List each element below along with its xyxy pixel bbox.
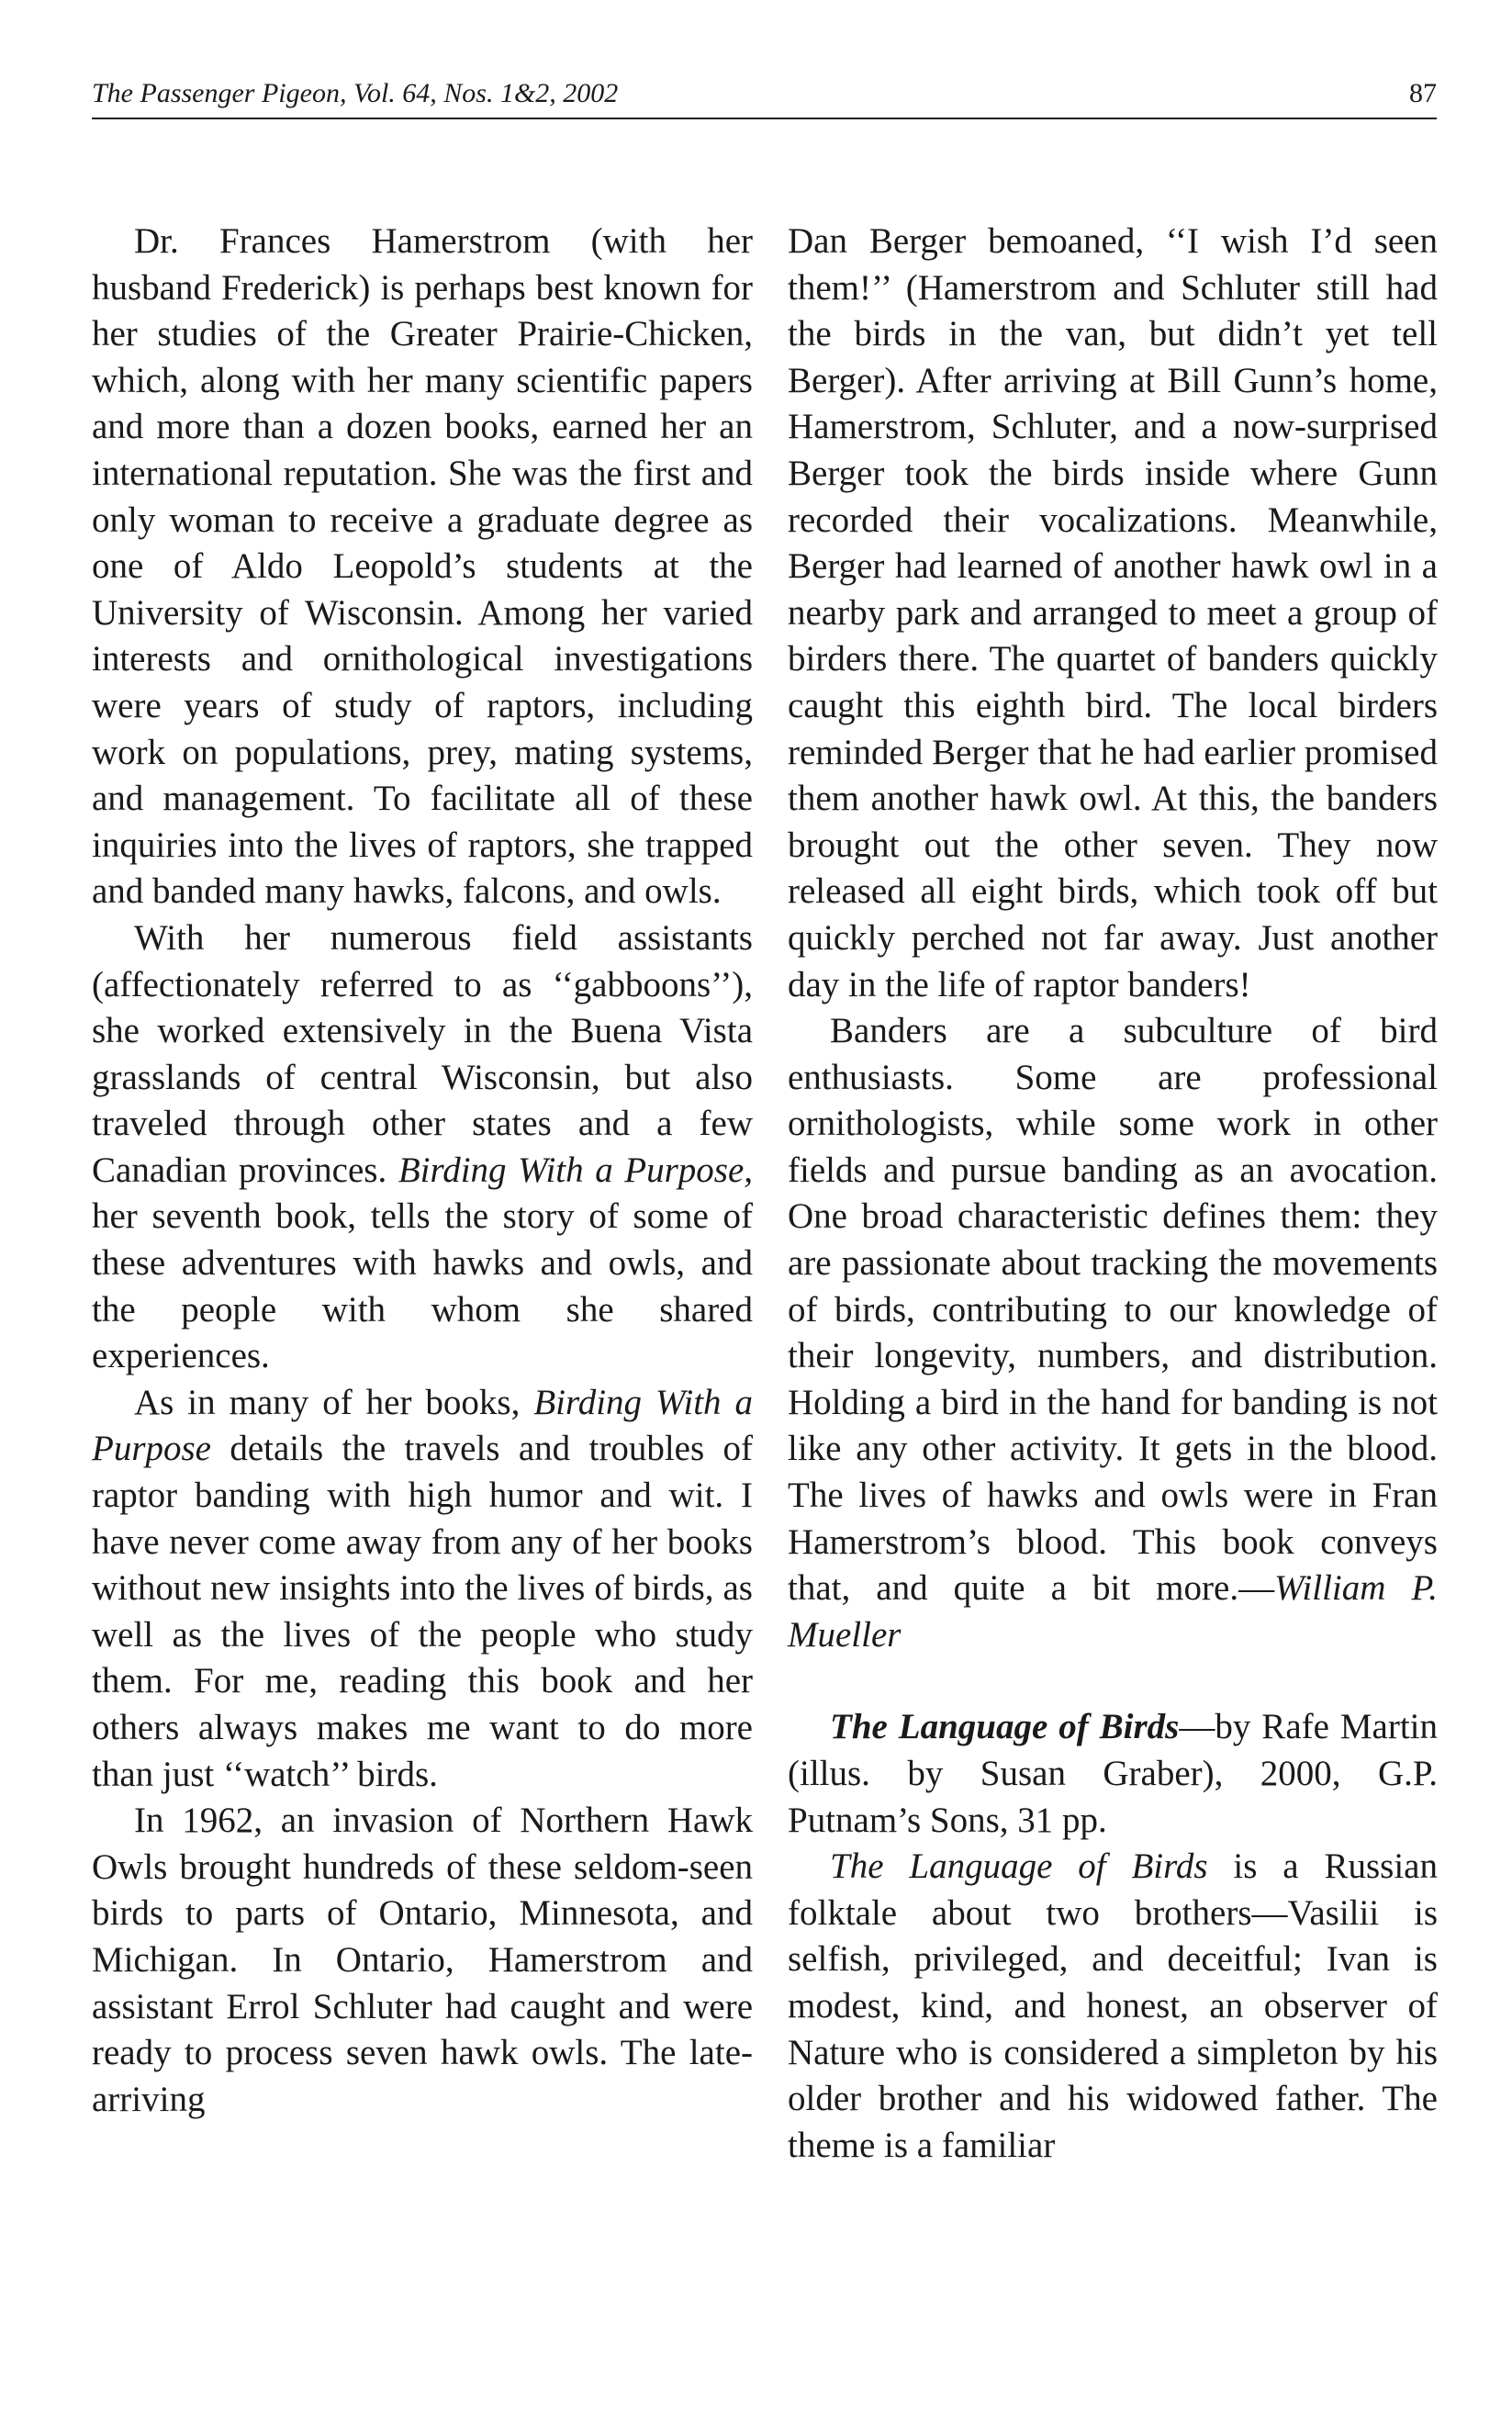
right-column <box>788 219 1438 2169</box>
paragraph-text: In 1962, an invasion of Northern Hawk Owls brought hundreds of these seldom-seen birds to parts of Ontario, Minnesota, and Michigan. In Ontario, Hamerstrom and assistant Errol Schluter had caught and were ready to process seven hawk owls. The late-arriving <box>92 1801 753 2119</box>
book-title: Birding With a Purpose, <box>398 1150 754 1190</box>
paragraph-text: As in many of her books, <box>134 1382 534 1422</box>
header-rule <box>92 118 1437 119</box>
review-heading <box>788 1704 1438 1844</box>
page-number: 87 <box>1409 78 1437 108</box>
paragraph <box>788 1008 1438 1658</box>
paragraph-text: her seventh book, tells the story of some of these adventures with hawks and owls, and the people with whom she shared experiences. <box>92 1196 753 1376</box>
review-citation: —by Rafe Martin (illus. by Susan Graber), 2000, G.P. Putnam’s Sons, 31 pp. <box>788 1707 1439 1840</box>
left-column <box>92 219 753 2123</box>
paragraph-text: Banders are a subculture of bird enthusiasts. Some are professional ornithologists, while some work in other fields and pursue banding as an avocation. One broad characteristic defines them: they are passionate about tracking the movements of birds, contributing to our knowledge of their longevity, numbers, and distribution. Holding a bird in the hand for banding is not like any other activity. It gets in the blood. The lives of hawks and owls were in Fran Hamerstrom’s blood. This book conveys that, and quite a bit more.— <box>788 1011 1438 1609</box>
paragraph <box>788 219 1438 1008</box>
paragraph-text: is a Russian folktale about two brothers—Vasilii is selfish, privileged, and deceitful; Ivan is modest, kind, and honest, an observer of Nature who is considered a simpleton by his older brother and his widowed father. The theme is a familiar <box>788 1846 1438 2165</box>
book-title: The Language of Birds <box>830 1846 1208 1887</box>
journal-citation: The Passenger Pigeon, Vol. 64, Nos. 1&2, 2002 <box>92 78 619 108</box>
paragraph-text: Dan Berger bemoaned, ‘‘I wish I’d seen them!’’ (Hamerstrom and Schluter still had the birds in the van, but didn’t yet tell Berger). After arriving at Bill Gunn’s home, Hamerstrom, Schluter, and a now-surprised Berger took the birds inside where Gunn recorded their vocalizations. Meanwhile, Berger had learned of another hawk owl in a nearby park and arranged to meet a group of birders there. The quartet of banders quickly caught this eighth bird. The local birders reminded Berger that he had earlier promised them another hawk owl. At this, the banders brought out the other seven. They now released all eight birds, which took off but quickly perched not far away. Just another day in the life of raptor banders! <box>788 221 1438 1004</box>
paragraph <box>92 915 753 1380</box>
paragraph-text: Dr. Frances Hamerstrom (with her husband Frederick) is perhaps best known for her studies of the Greater Prairie-Chicken, which, along with her many scientific papers and more than a dozen books, earned her an international reputation. She was the first and only woman to receive a graduate degree as one of Aldo Leopold’s students at the University of Wisconsin. Among her varied interests and ornithological investigations were years of study of raptors, including work on populations, prey, mating systems, and management. To facilitate all of these inquiries into the lives of raptors, she trapped and banded many hawks, falcons, and owls. <box>92 221 753 912</box>
running-header <box>92 75 1437 112</box>
paragraph-text: With her numerous field assistants (affectionately referred to as ‘‘gabboons’’), she worked extensively in the Buena Vista grasslands of central Wisconsin, but also traveled through other states and a few Canadian provinces. <box>92 917 753 1190</box>
paragraph <box>788 1844 1438 2169</box>
paragraph <box>92 219 753 915</box>
paragraph <box>92 1380 753 1798</box>
book-title: Birding With a Purpose <box>92 1382 753 1469</box>
reviewer-name: William P. Mueller <box>788 1568 1439 1655</box>
review-book-title: The Language of Birds <box>830 1707 1180 1747</box>
paragraph <box>92 1798 753 2123</box>
paragraph-text: details the travels and troubles of raptor banding with high humor and wit. I have never come away from any of her books without new insights into the lives of birds, as well as the lives of the people who study them. For me, reading this book and her others always makes me want to do more than just ‘‘watch’’ birds. <box>92 1429 753 1794</box>
